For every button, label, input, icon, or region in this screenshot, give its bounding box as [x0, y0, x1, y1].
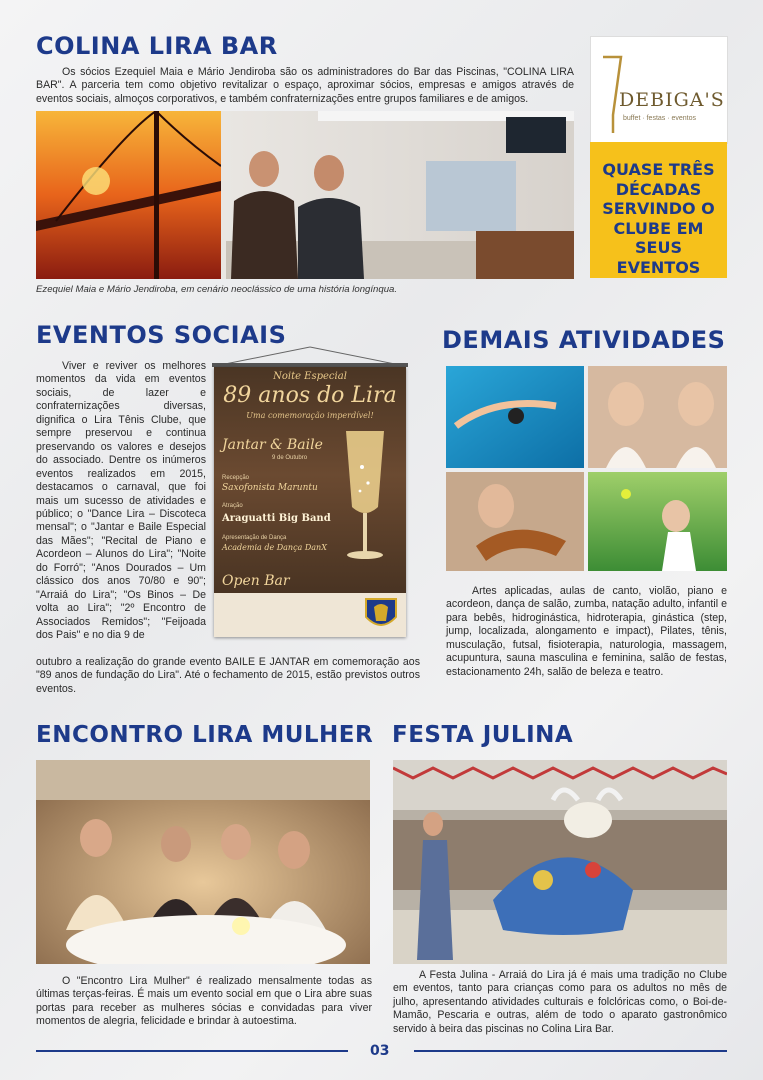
colina-title: COLINA LIRA BAR	[36, 32, 278, 60]
footer-rule-left	[36, 1050, 348, 1052]
poster-dance: Academia de Dança DanX	[222, 543, 327, 552]
poster-reception: Saxofonista Maruntu	[222, 483, 318, 493]
poster-title: 89 anos do Lira	[223, 383, 397, 408]
activities-photo-grid	[446, 366, 727, 571]
colina-caption: Ezequiel Maia e Mário Jendiroba, em cenário neoclássico de uma história longínqua.	[36, 284, 398, 295]
mulher-title: ENCONTRO LIRA MULHER	[36, 722, 374, 748]
footer-rule-right	[414, 1050, 727, 1052]
colina-text: Os sócios Ezequiel Maia e Mário Jendiroba são os administradores do Bar das Piscinas, "COLINA LIRA BAR". A parceria tem como objetivo revitalizar o espaço, aproximar sócios, empresas e amigos através de eventos sociais, almoços corporativos, e também confraternizações entre grupos familiares e de amigos.	[36, 66, 574, 105]
poster-band-label: Atração	[222, 503, 243, 509]
poster-dinner: Jantar & Baile	[222, 437, 323, 453]
colina-photo	[36, 111, 574, 279]
mulher-photo	[36, 760, 370, 964]
poster-reception-label: Recepção	[222, 475, 250, 481]
poster-dance-label: Apresentação de Dança	[222, 535, 287, 541]
julina-text: A Festa Julina - Arraiá do Lira já é mais uma tradição no Clube em eventos, tanto para crianças como para os adultos no mês de julho, apresentando atividades culturais e folclóricas como, o Boi-de-Mamão, Pescaria e outras, além de todo o aparato gastronômico servido à beira das piscinas no Colina Lira Bar.	[393, 969, 727, 1035]
champagne-flute-icon	[332, 427, 398, 567]
eventos-title: EVENTOS SOCIAIS	[36, 321, 287, 349]
mulher-text: O "Encontro Lira Mulher" é realizado mensalmente todas as últimas terças-feiras. É mais um evento social em que o Lira abre suas portas para receber as mulheres sócias e convidadas para viver momentos de alegria, felicidade e brindar à autoestima.	[36, 975, 372, 1028]
julina-photo	[393, 760, 727, 964]
page-number: 03	[370, 1043, 390, 1059]
demais-title: DEMAIS ATIVIDADES	[442, 326, 726, 354]
poster-subtitle: Uma comemoração imperdível!	[246, 411, 374, 420]
debigas-tagline: buffet · festas · eventos	[623, 115, 697, 122]
poster-bar: Open Bar	[222, 573, 290, 589]
poster-band: Araguatti Big Band	[222, 513, 331, 524]
julina-title: FESTA JULINA	[392, 722, 574, 748]
eventos-text-narrow: Viver e reviver os melhores momentos da vida em eventos sociais, de lazer e confraternizações diversas, dignifica o Lira Tênis Clube, que sempre preservou e continua preservando os valores e desejos do associado. Dentre os inúmeros eventos realizados em 2015, destacamos o carnaval, que foi mais um sucesso de atividades e público; o "Dance Lira – Discoteca mensal"; o "Jantar e Baile Especial das Mães"; "Recital de Piano e Acordeon – Alunos do Lira"; "Noite do Forró"; "Anos Dourados – Um clássico dos anos 70/80 e 90"; "Arraiá do Lira"; "Os Binos – De volta ao Lira"; "2º Encontro de Associados Remidos"; "Feijoada dos Pais" e no dia 9 de	[36, 360, 206, 642]
poster-hanger	[206, 345, 414, 367]
debigas-slogan-box	[590, 142, 727, 278]
debigas-logo-box	[590, 36, 728, 144]
lira-crest-icon	[364, 597, 398, 633]
debigas-brand: DEBIGA'S	[619, 89, 725, 111]
poster-kicker: Noite Especial	[273, 371, 347, 382]
anniversary-poster	[206, 345, 414, 645]
demais-text: Artes aplicadas, aulas de canto, violão, piano e acordeon, dança de salão, zumba, natação adulto, infantil e para bebês, hidroginástica, hidroterapia, ginástica (step, jump, localizada, alongamento e impact), Pilates, tênis, musculação, futsal, fisioterapia, naturologia, massagem, acupuntura, sauna masculina e feminina, salão de festas, estacionamento 24h, salão de beleza e teatro.	[446, 585, 727, 678]
eventos-text-wide: outubro a realização do grande evento BAILE E JANTAR em comemoração aos "89 anos de fundação do Lira". Até o fechamento de 2015, estão previstos outros eventos.	[36, 656, 420, 695]
poster-date: 9 de Outubro	[272, 455, 308, 461]
debigas-slogan: QUASE TRÊS DÉCADAS SERVINDO O CLUBE EM SEUS EVENTOS	[602, 160, 715, 277]
